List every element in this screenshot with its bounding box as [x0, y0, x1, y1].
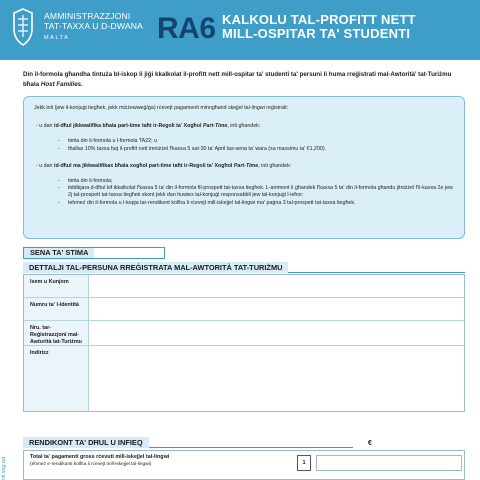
form-code: RA6 [157, 12, 216, 45]
option-1-prefix: - u dan [36, 123, 54, 130]
form-title [222, 13, 416, 41]
intro-text-italic: Host Families [40, 80, 82, 88]
address-input[interactable] [89, 346, 464, 411]
option-2-list [58, 178, 454, 207]
list-item: - tħallas 10% taxxa fuq il-profitt nett imniżżel f'kaxxa 5 sat-30 ta' April tas-sena ta' wara (sa massimu ta' €1,200). [58, 146, 454, 153]
list-item: - tehmeż din il-formola u l-kopja tar-rendikont kollha li rċevejt mill-iskejjel tal-lingwi ma' paġna 3 tal-prospett tat-taxxa tiegħek. [58, 200, 454, 207]
income-row [23, 450, 465, 480]
option-1-italic: Part-Time [202, 123, 228, 130]
option-1-list [58, 138, 454, 152]
currency-symbol: € [368, 440, 372, 447]
assessment-year-label: SENA TA' STIMA [24, 248, 94, 258]
field-label: Numru ta' l-Identità [24, 298, 89, 320]
details-grid [23, 274, 465, 412]
name-input[interactable] [89, 275, 464, 297]
list-item: - timla din il-formola; [58, 178, 454, 185]
gross-payments-input[interactable] [316, 455, 462, 471]
field-label: Indirizz [24, 346, 89, 411]
intro-paragraph [23, 70, 463, 89]
option-1-suffix: , inti għandek: [227, 123, 261, 130]
intro-text-1: Din il-formola għandha tintuża bl-iskop li jiġi kkalkolat il-profitt nett mill-ospitar ta' studenti ta' persuni li huma rreġistrati mal-Awtorità' tat-Turiżmu bħala [23, 71, 452, 88]
option-1-bold: id-dħul jikkwalifika bħala part-time taħt ir-Regoli ta' Xogħol [53, 123, 203, 130]
agency-line-1: AMMINISTRAZZJONI [44, 11, 131, 21]
option-2-suffix: , inti għandek: [258, 162, 292, 169]
side-url [1, 446, 9, 480]
id-number-input[interactable] [89, 298, 464, 320]
list-item: - timla din il-formola u l-formola TA22; u [58, 138, 454, 145]
table-row [24, 321, 464, 346]
agency-country: MALTA [44, 35, 70, 41]
gross-payments-note: (ehmeż ir-rendikonti kollha li rċevejt mill-iskejjel tal-lingwi) [30, 462, 152, 467]
registration-number-input[interactable] [89, 321, 464, 345]
option-2-italic: Part-Time [233, 162, 259, 169]
table-row [24, 275, 464, 298]
option-1-heading [36, 123, 454, 130]
field-label: Isem u Kunjom [24, 275, 89, 297]
table-row [24, 346, 464, 411]
header-band [0, 0, 480, 60]
details-heading: DETTALJI TAL-PERSUNA RREĠISTRATA MAL-AWTORITÀ TAT-TURIŻMU [23, 262, 288, 273]
assessment-year-field[interactable] [23, 247, 165, 259]
box-number: 1 [297, 455, 311, 471]
side-url-text: mt.vog.xat [1, 456, 7, 480]
agency-name [44, 11, 143, 43]
instructions-box [23, 96, 465, 239]
option-2-heading [36, 163, 454, 170]
income-row-label [30, 454, 169, 468]
gross-payments-label: Total ta' pagamenti gross rċevuti mill-iskejjel tal-lingwi [30, 454, 170, 460]
details-section-header [23, 262, 465, 273]
income-heading: RENDIKONT TA' DĦUL U INFIEQ [23, 437, 149, 448]
agency-line-2: TAT-TAXXA U D-DWANA [44, 21, 143, 31]
income-section-header [23, 437, 353, 448]
agency-block [0, 0, 152, 60]
intro-text-2: . [81, 80, 83, 88]
option-2-bold: id-dħul ma jikkwalifikax bħala xogħol part-time taħt ir-Regoli ta' Xogħol [53, 162, 234, 169]
list-item: - tiddikjara d-dħul kif ikkalkolat f'kaxxa 5 ta' din il-formola fil-prospett tat-taxxa tiegħek. L-ammont li għandek f'kaxxa 5 ta' din il-formola għandu jitniżżel f'il-kaxxa 2e jew 2j tal-prospett tat-taxxa tiegħek skont jekk dan huwiex tal-konjuġi responsabbli jew tal-konjuġi l-ieħor; [58, 185, 454, 199]
government-emblem-icon [10, 7, 36, 47]
table-row [24, 298, 464, 321]
field-label: Nru. tar-Reġistrazzjoni mal-Awtorità tat-Turiżmu [24, 321, 89, 345]
option-2-prefix: - u dan [36, 162, 54, 169]
title-line-1: KALKOLU TAL-PROFITT NETT [222, 12, 416, 27]
instructions-lead: Jekk inti (jew il-konjuġi tiegħek, jekk miżżewweġ/ġa) rċevejt pagamenti minngħand skejjel tal-lingwi reġistrati: [34, 105, 289, 111]
title-line-2: MILL-OSPITAR TA' STUDENTI [222, 26, 411, 41]
